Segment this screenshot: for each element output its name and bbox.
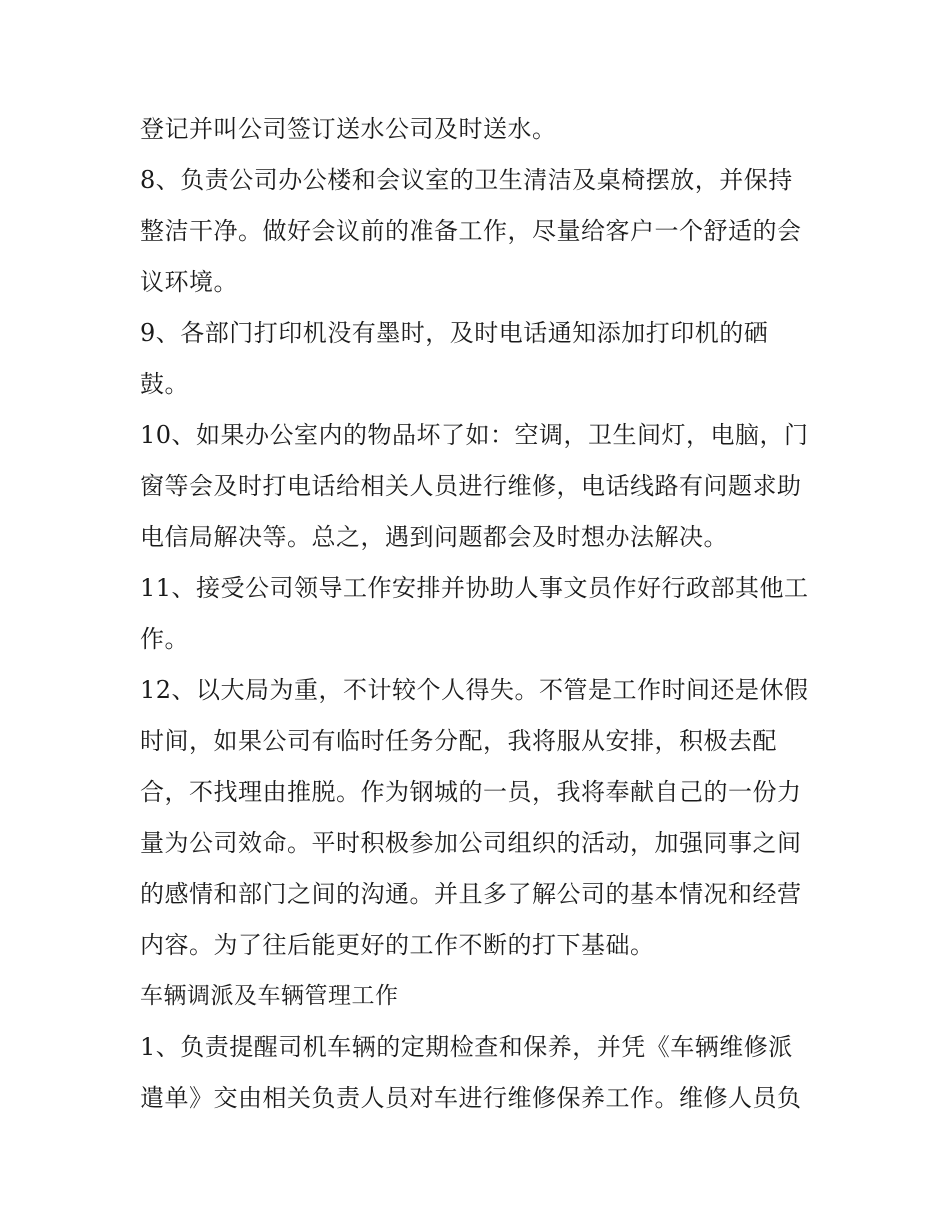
list-item-9: 9、各部门打印机没有墨时，及时电话通知添加打印机的硒 [140, 319, 769, 347]
text-line: 鼓。 [140, 370, 189, 398]
text-line: 整洁干净。做好会议前的准备工作，尽量给客户一个舒适的会 [140, 217, 802, 245]
text-line: 窗等会及时打电话给相关人员进行维修，电话线路有问题求助 [140, 472, 802, 500]
list-item-11: 11、接受公司领导工作安排并协助人事文员作好行政部其他工 [140, 574, 809, 602]
text-line: 遣单》交由相关负责人员对车进行维修保养工作。维修人员负 [140, 1084, 802, 1112]
list-item-8: 8、负责公司办公楼和会议室的卫生清洁及桌椅摆放，并保持 [140, 166, 793, 194]
text-line: 电信局解决等。总之，遇到问题都会及时想办法解决。 [140, 523, 728, 551]
text-line: 议环境。 [140, 268, 238, 296]
text-line: 量为公司效命。平时积极参加公司组织的活动，加强同事之间 [140, 829, 802, 857]
list-item-10: 10、如果办公室内的物品坏了如：空调，卫生间灯，电脑，门 [140, 421, 809, 449]
list-item-1: 1、负责提醒司机车辆的定期检查和保养，并凭《车辆维修派 [140, 1033, 793, 1061]
text-line: 合，不找理由推脱。作为钢城的一员，我将奉献自己的一份力 [140, 778, 802, 806]
text-line: 的感情和部门之间的沟通。并且多了解公司的基本情况和经营 [140, 880, 802, 908]
body-text [140, 104, 820, 1124]
list-item-12: 12、以大局为重，不计较个人得失。不管是工作时间还是休假 [140, 676, 809, 704]
text-line: 登记并叫公司签订送水公司及时送水。 [140, 115, 557, 143]
text-line: 作。 [140, 625, 189, 653]
section-heading: 车辆调派及车辆管理工作 [140, 983, 399, 1009]
text-line: 时间，如果公司有临时任务分配，我将服从安排，积极去配 [140, 727, 777, 755]
text-line: 内容。为了往后能更好的工作不断的打下基础。 [140, 931, 655, 959]
